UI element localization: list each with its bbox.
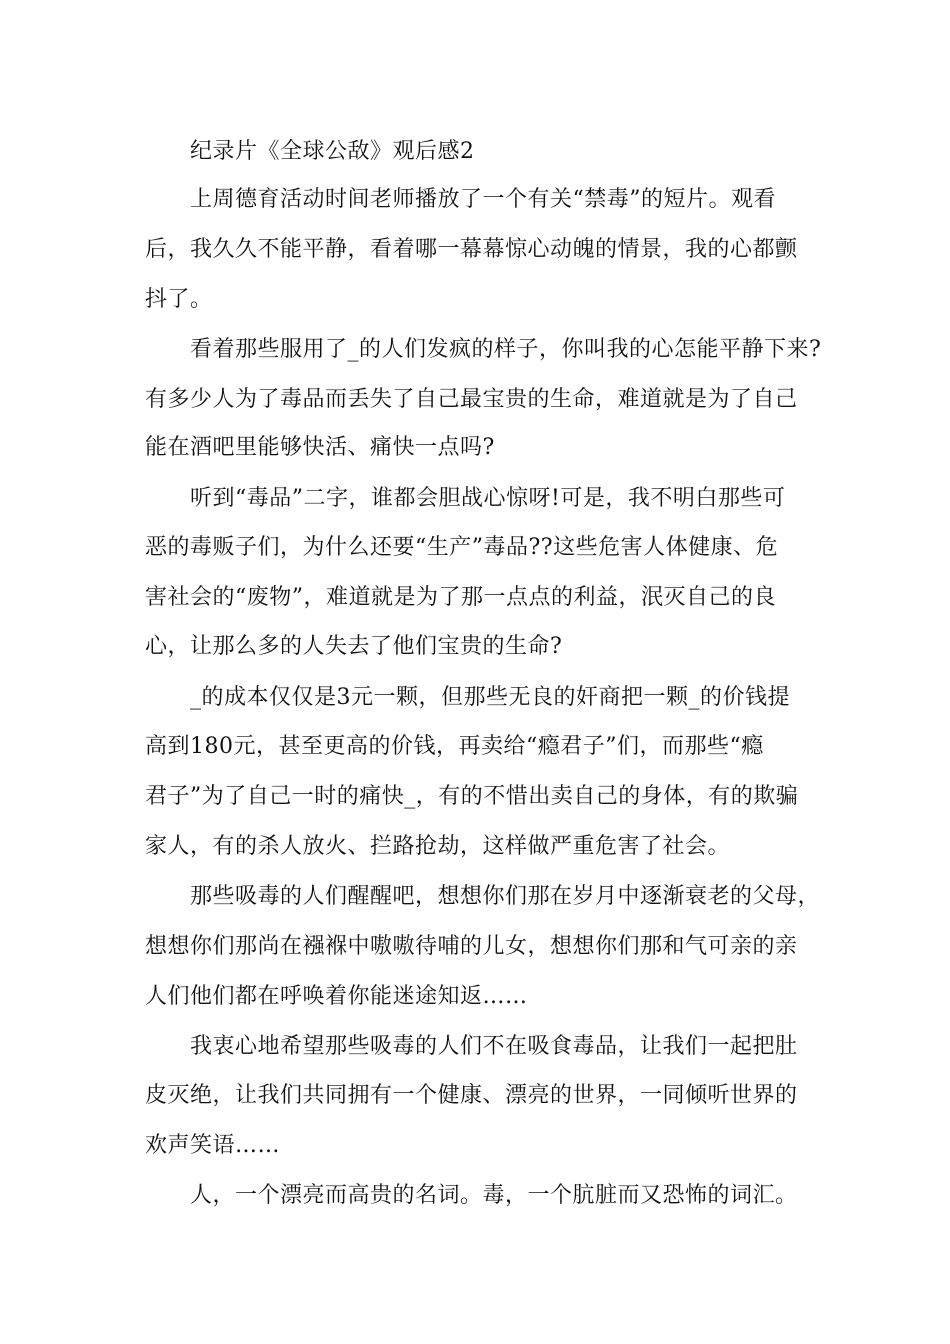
paragraph-line: 君子”为了自己一时的痛快_，有的不惜出卖自己的身体，有的欺骗 [145,784,799,809]
paragraph-line: 害社会的“废物”，难道就是为了那一点点的利益，泯灭自己的良 [145,585,776,610]
paragraph-line: 有多少人为了毒品而丢失了自己最宝贵的生命，难道就是为了自己 [145,387,798,412]
paragraph-line: 后，我久久不能平静，看着哪一幕幕惊心动魄的情景，我的心都颤 [145,237,798,262]
paragraph-line: 上周德育活动时间老师播放了一个有关“禁毒”的短片。观看 [190,187,776,212]
paragraph-line: 想想你们那尚在襁褓中嗷嗷待哺的儿女，想想你们那和气可亲的亲 [145,934,798,959]
paragraph-line: 家人，有的杀人放火、拦路抢劫，这样做严重危害了社会。 [145,834,731,859]
paragraph-line: 看着那些服用了_的人们发疯的样子，你叫我的心怎能平静下来? [190,337,822,362]
paragraph-line: 那些吸毒的人们醒醒吧，想想你们那在岁月中逐渐衰老的父母， [190,884,821,909]
document-title: 纪录片《全球公敌》观后感2 [190,139,475,164]
paragraph-line: 我衷心地希望那些吸毒的人们不在吸食毒品，让我们一起把肚 [190,1034,798,1059]
paragraph-line: 人们他们都在呼唤着你能迷途知返…… [145,984,528,1009]
paragraph-line: 抖了。 [145,287,213,312]
paragraph-line: 欢声笑语…… [145,1133,281,1158]
paragraph-line: 能在酒吧里能够快活、痛快一点吗? [145,435,495,460]
paragraph-line: 恶的毒贩子们，为什么还要“生产”毒品??这些危害人体健康、危 [145,535,779,560]
paragraph-line: 听到“毒品”二字，谁都会胆战心惊呀!可是，我不明白那些可 [190,486,786,511]
paragraph-line: 人，一个漂亮而高贵的名词。毒，一个肮脏而又恐怖的词汇。 [190,1183,798,1208]
paragraph-line: _的成本仅仅是3元一颗，但那些无良的奸商把一颗_的价钱提 [190,685,790,710]
paragraph-line: 心，让那么多的人失去了他们宝贵的生命? [145,634,563,659]
paragraph-line: 皮灭绝，让我们共同拥有一个健康、漂亮的世界，一同倾听世界的 [145,1083,798,1108]
paragraph-line: 高到180元，甚至更高的价钱，再卖给“瘾君子”们，而那些“瘾 [145,734,764,759]
